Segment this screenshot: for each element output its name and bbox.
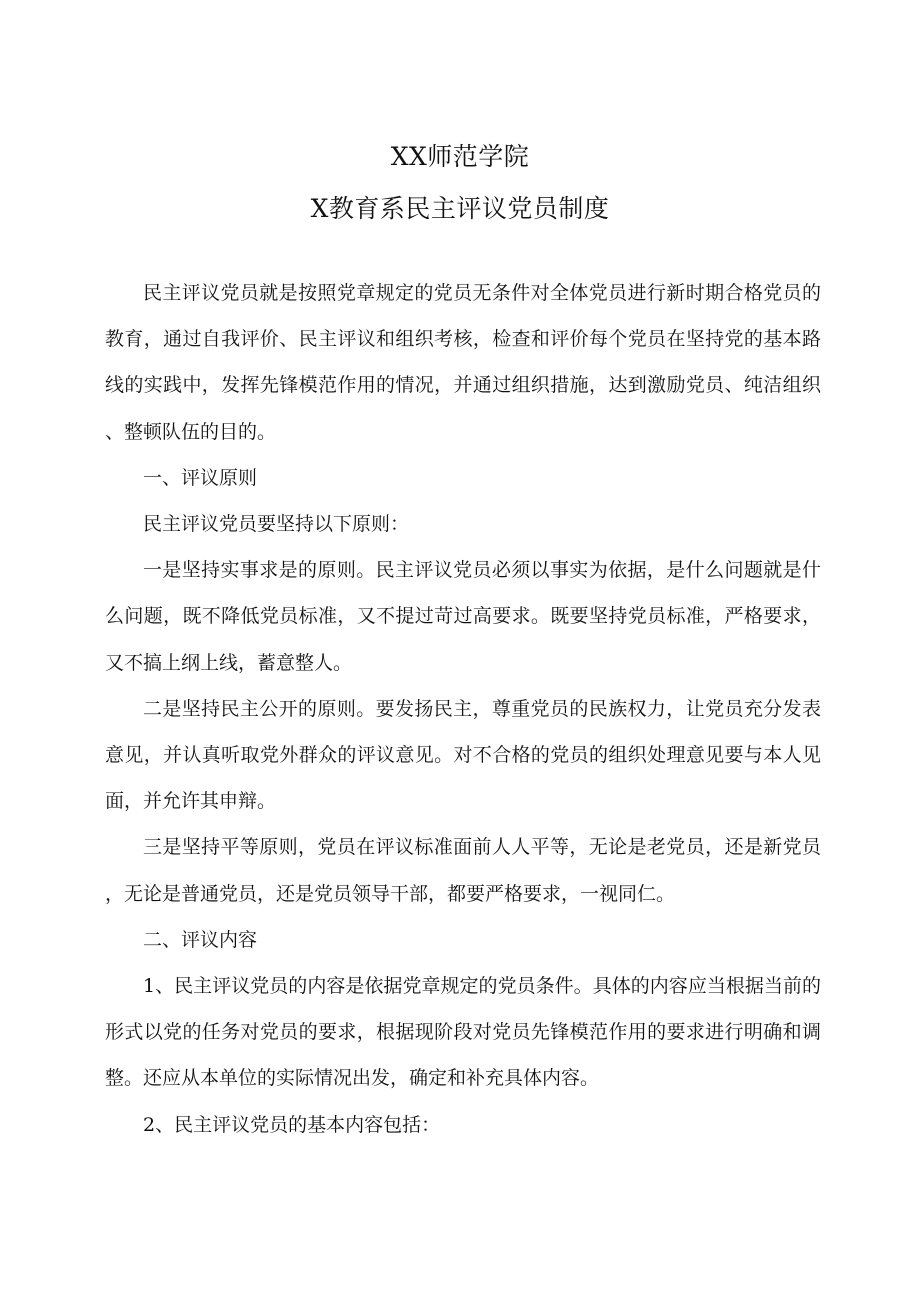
title-block: [0, 131, 920, 235]
document-body: [105, 270, 821, 1148]
principle-paragraph: 三是坚持平等原则，党员在评议标准面前人人平等，无论是老党员，还是新党员，无论是普通党员，还是党员领导干部，都要严格要求，一视同仁。: [105, 836, 821, 905]
document-subtitle: X教育系民主评议党员制度: [310, 194, 610, 223]
principle-paragraph: 二是坚持民主公开的原则。要发扬民主，尊重党员的民族权力，让党员充分发表意见，并认真听取党外群众的评议意见。对不合格的党员的组织处理意见要与本人见面，并允许其申辩。: [105, 697, 821, 813]
document-title: XX师范学院: [390, 142, 530, 171]
section-heading-content: 二、评议内容: [143, 928, 258, 951]
principle-paragraph: 一是坚持实事求是的原则。民主评议党员必须以事实为依据，是什么问题就是什么问题，既不降低党员标准，又不提过苛过高要求。既要坚持党员标准，严格要求，又不搞上纲上线，蓄意整人。: [105, 559, 821, 674]
section-heading-principles: 一、评议原则: [143, 466, 258, 489]
intro-paragraph: 民主评议党员就是按照党章规定的党员无条件对全体党员进行新时期合格党员的教育，通过自我评价、民主评议和组织考核，检查和评价每个党员在坚持党的基本路线的实践中，发挥先锋模范作用的情况，并通过组织措施，达到激励党员、纯洁组织、整顿队伍的目的。: [105, 282, 821, 443]
content-paragraph: 2、民主评议党员的基本内容包括：: [143, 1113, 441, 1136]
principles-intro: 民主评议党员要坚持以下原则：: [143, 513, 410, 536]
content-paragraph: 1、民主评议党员的内容是依据党章规定的党员条件。具体的内容应当根据当前的形式以党的任务对党员的要求，根据现阶段对党员先锋模范作用的要求进行明确和调整。还应从本单位的实际情况出发，确定和补充具体内容。: [105, 975, 821, 1090]
